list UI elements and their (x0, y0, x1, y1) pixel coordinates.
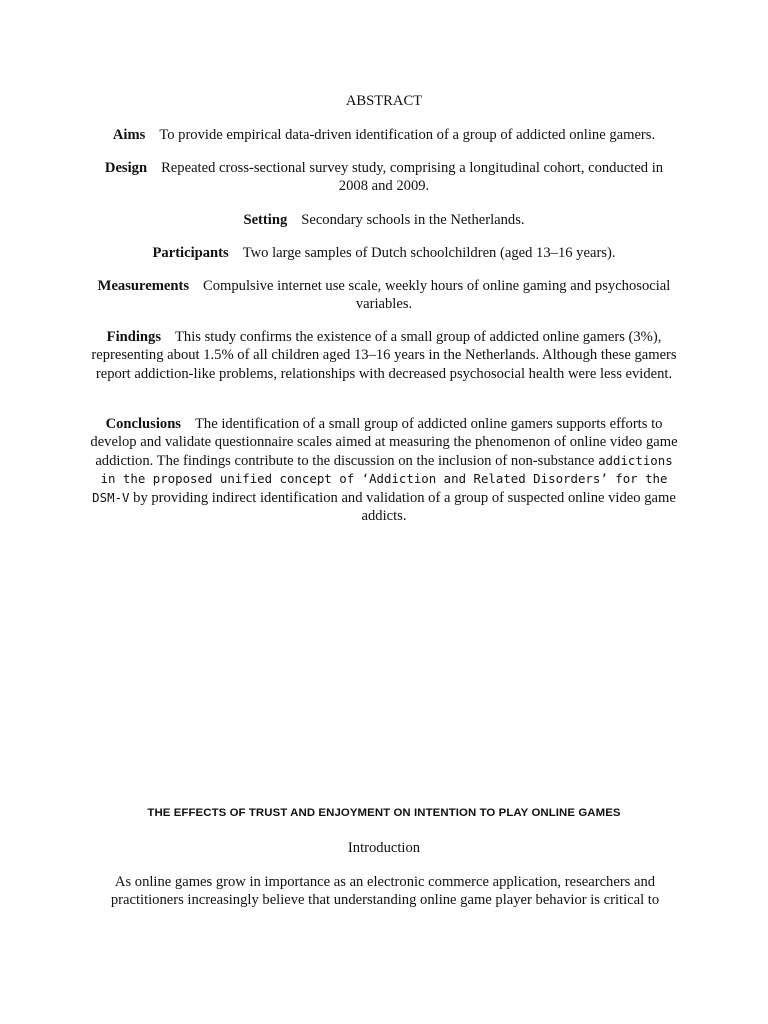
abstract-setting (90, 211, 678, 229)
abstract-measurements (90, 277, 678, 314)
aims-label: Aims (112, 127, 146, 143)
participants-text: Two large samples of Dutch schoolchildren (aged 13–16 years). (242, 245, 616, 261)
second-paper-title: THE EFFECTS OF TRUST AND ENJOYMENT ON INTENTION TO PLAY ONLINE GAMES (147, 807, 621, 819)
design-text: Repeated cross-sectional survey study, comprising a longitudinal cohort, conducted in 2008 and 2009. (161, 160, 664, 195)
setting-label: Setting (243, 212, 288, 228)
participants-label: Participants (152, 245, 229, 261)
measurements-text: Compulsive internet use scale, weekly hours of online gaming and psychosocial variables. (203, 278, 671, 313)
conclusions-text-part2: by providing indirect identification and validation of a group of suspected online video game addicts. (133, 489, 676, 525)
abstract-participants (90, 244, 678, 262)
abstract-findings (90, 328, 678, 383)
abstract-conclusions (90, 415, 678, 525)
aims-text: To provide empirical data-driven identification of a group of addicted online gamers. (159, 127, 656, 143)
introduction-text: As online games grow in importance as an electronic commerce application, researchers and practitioners increasingly believe that understanding online game player behavior is critical to (110, 874, 660, 909)
conclusions-text-mono: addictions in the proposed unified concept of ‘Addiction and Related Disorders’ for the DSM-V (92, 452, 673, 505)
abstract-design (90, 159, 678, 196)
conclusions-text-part1: The identification of a small group of addicted online gamers supports efforts to develop and validate questionnaire scales aimed at measuring the phenomenon of online video game addiction. The findings contribute to the discussion on the inclusion of non-substance (90, 416, 678, 469)
setting-text: Secondary schools in the Netherlands. (301, 212, 525, 228)
conclusions-label: Conclusions (105, 416, 181, 432)
findings-text: This study confirms the existence of a small group of addicted online gamers (3%), representing about 1.5% of all children aged 13–16 years in the Netherlands. Although these gamers report addiction-like problems, relationships with decreased psychosocial health were less evident. (91, 329, 677, 382)
findings-label: Findings (106, 329, 162, 345)
abstract-heading: ABSTRACT (345, 93, 423, 109)
design-label: Design (104, 160, 148, 176)
abstract-aims (90, 126, 678, 144)
introduction-heading: Introduction (347, 840, 421, 856)
measurements-label: Measurements (97, 278, 189, 294)
